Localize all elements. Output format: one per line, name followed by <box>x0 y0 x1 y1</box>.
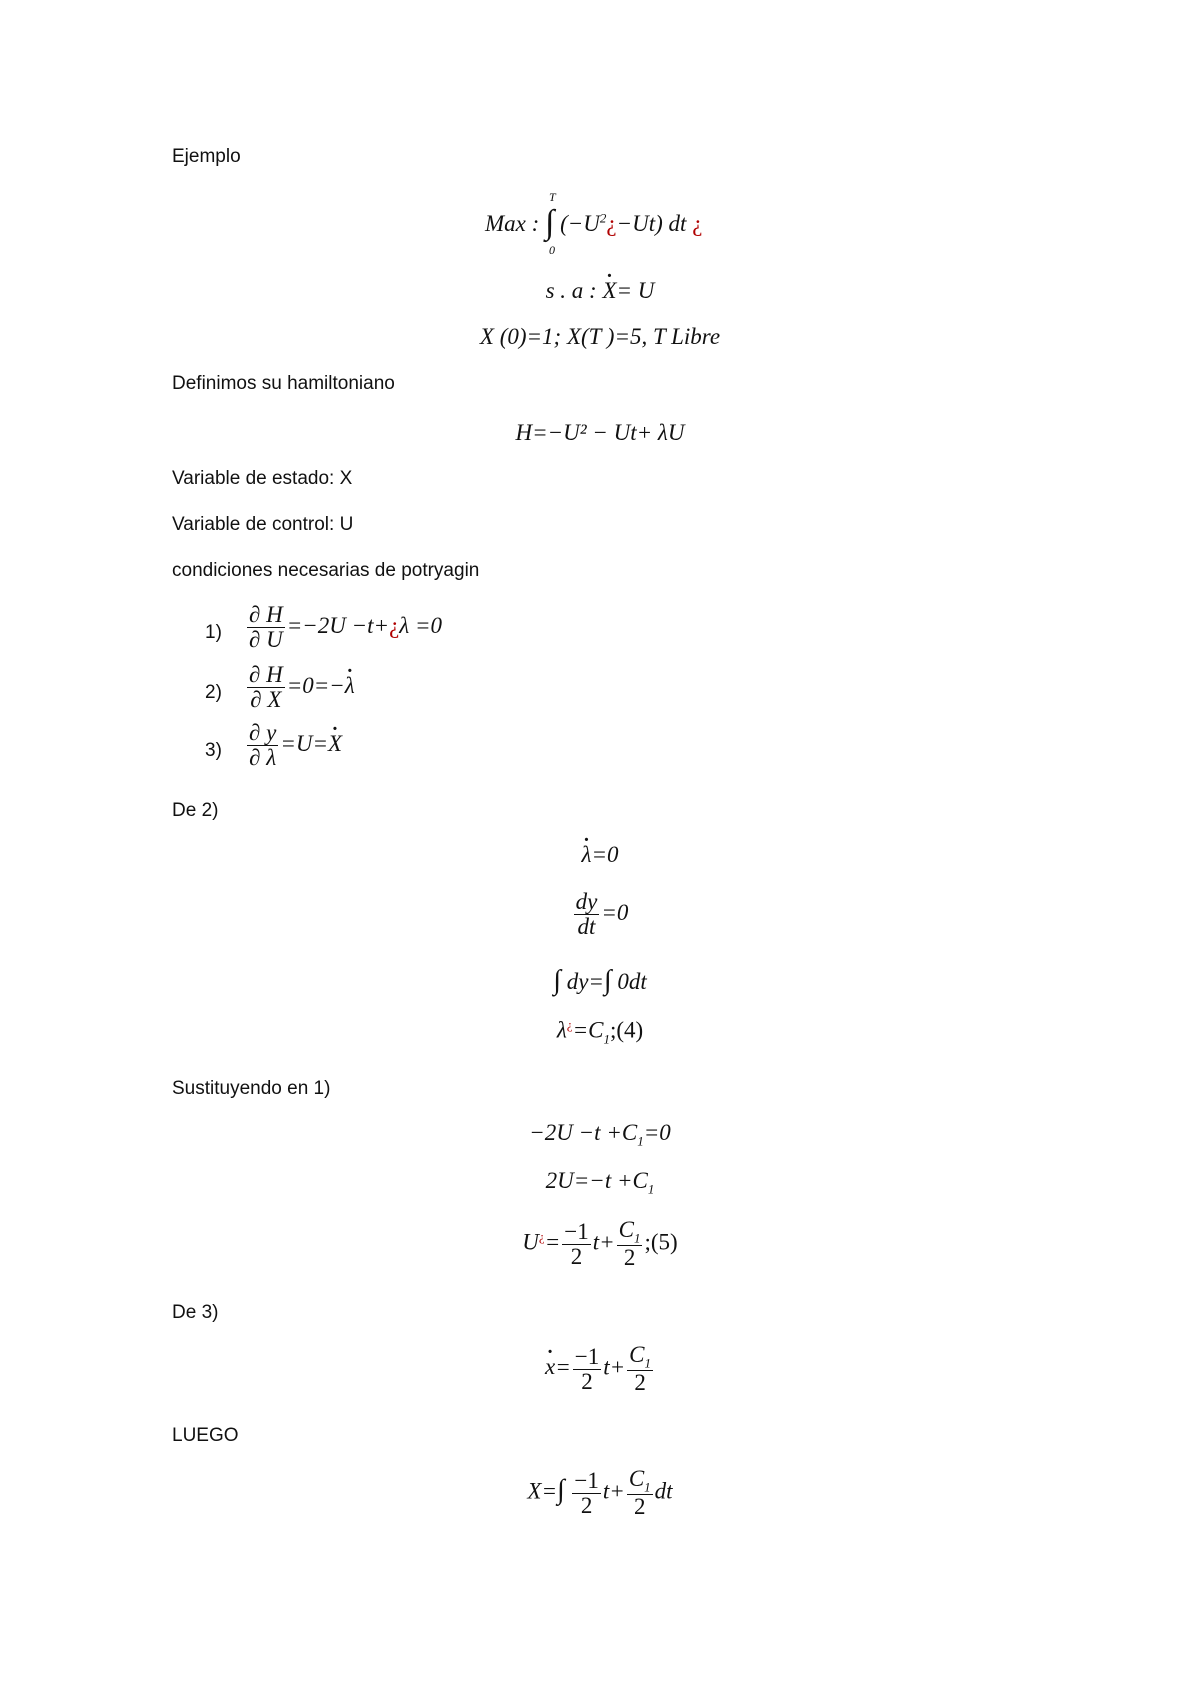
dH-dU-fraction: $\frac{\partial H}{\partial U}$ <box>249 602 283 653</box>
integral-eq-lhs: dy= <box>566 969 604 994</box>
x-dot-lhs: x · <box>545 1354 555 1380</box>
u-symbol: U <box>522 1229 539 1255</box>
x-equals: X= <box>527 1478 557 1504</box>
condition-1 <box>245 603 442 652</box>
minus-half-fraction-3: $\frac{-1}{2}$ <box>574 1467 599 1518</box>
constraint-rhs: = U <box>616 278 655 303</box>
dy-dt-fraction: $\frac{dy}{dt}$ <box>575 889 598 940</box>
condition-3-rhs: =U= <box>280 730 328 756</box>
substitution-equation-1 <box>0 1120 1200 1150</box>
sub2-body: 2U=−t +C <box>545 1168 648 1193</box>
dy-dlambda-fraction: $\frac{\partial y}{\partial \lambda}$ <box>249 720 277 771</box>
lambda-c1-rhs: =C <box>572 1017 604 1043</box>
minus-half-fraction-2: $\frac{-1}{2}$ <box>574 1343 600 1394</box>
sub2-sub: 1 <box>647 1181 655 1197</box>
list-number-1: 1) <box>205 622 222 643</box>
integral-lower-limit: 0 <box>549 243 555 257</box>
heading-ejemplo: Ejemplo <box>172 146 241 167</box>
integral-upper-limit: T <box>549 190 556 204</box>
boundary-conditions: X (0)=1; X(T )=5, T Libre <box>479 324 721 349</box>
lambda-dot-2: λ · <box>582 842 592 868</box>
lambda-c1-equation <box>0 1017 1200 1047</box>
dydt-rhs: =0 <box>601 899 629 925</box>
text-definimos: Definimos su hamiltoniano <box>172 373 395 394</box>
x-dot-solution-equation <box>0 1343 1200 1395</box>
condition-1-rhs-a: =−2U −t+ <box>286 612 390 638</box>
max-label: Max : <box>485 211 540 236</box>
integral-sign: ∫ <box>545 204 555 241</box>
condition-2 <box>245 663 355 712</box>
dydt-equation <box>0 890 1200 939</box>
t-plus-3: t+ <box>602 1478 625 1504</box>
u-equals: = <box>544 1229 561 1255</box>
lambda-dot-equation <box>0 842 1200 868</box>
integral-equation <box>0 965 1200 997</box>
lambda-symbol: λ <box>556 1017 567 1043</box>
text-luego: LUEGO <box>172 1425 239 1446</box>
lambda-marker: ¿ <box>566 1017 573 1032</box>
integral-sign-3: ∫ <box>603 965 612 996</box>
u-solution-equation <box>0 1218 1200 1270</box>
c1-half-fraction-3: $\frac{C_1}{2}$ <box>628 1466 651 1520</box>
text-de-3: De 3) <box>172 1302 219 1323</box>
condition-1-marker: ¿ <box>389 612 400 638</box>
objective-equation <box>485 202 702 240</box>
u-marker: ¿ <box>538 1228 545 1244</box>
x-dot-3: X · <box>328 731 342 757</box>
hamiltonian-equation: H=−U² − Ut+ λU <box>515 420 685 445</box>
equation-tag-5: ;(5) <box>644 1229 678 1255</box>
text-variable-control: Variable de control: U <box>172 514 354 535</box>
text-sustituyendo: Sustituyendo en 1) <box>172 1078 331 1099</box>
condition-1-rhs-b: λ =0 <box>399 612 443 638</box>
t-plus-2: t+ <box>603 1354 626 1380</box>
list-number-2: 2) <box>205 682 222 703</box>
constraint-equation <box>0 278 1200 304</box>
dH-dX-fraction: $\frac{\partial H}{\partial X}$ <box>249 662 283 713</box>
condition-3 <box>245 721 342 770</box>
integral-sign-2: ∫ <box>553 965 561 996</box>
integral-eq-rhs: 0dt <box>617 969 647 994</box>
sub1-sub: 1 <box>637 1133 644 1149</box>
sub1-lhs: −2U −t +C <box>529 1120 638 1145</box>
sub1-rhs: =0 <box>643 1120 671 1145</box>
t-plus: t+ <box>592 1229 615 1255</box>
text-condiciones: condiciones necesarias de potryagin <box>172 560 480 581</box>
objective-body-b: −Ut) dt <box>616 211 687 236</box>
x-integral-equation <box>0 1467 1200 1519</box>
list-number-3: 3) <box>205 740 222 761</box>
subject-to-label: s . a : <box>545 278 603 303</box>
c1-half-fraction-2: $\frac{C_1}{2}$ <box>629 1342 651 1396</box>
objective-body-a: (−U <box>560 211 600 236</box>
condition-2-rhs: =0=− <box>286 672 345 698</box>
text-variable-estado: Variable de estado: X <box>172 468 353 489</box>
text-de-2: De 2) <box>172 800 219 821</box>
substitution-equation-2 <box>0 1168 1200 1198</box>
lambda-dot: λ · <box>345 673 355 699</box>
dt-suffix: dt <box>654 1478 673 1504</box>
lambda-c1-sub: 1 <box>603 1031 610 1047</box>
xdot-equals: = <box>555 1354 571 1380</box>
lambda-dot-rhs: =0 <box>591 842 619 867</box>
c1-half-fraction: $\frac{C_1}{2}$ <box>618 1217 641 1271</box>
objective-marker-2: ¿ <box>692 211 703 236</box>
objective-exponent: 2 <box>599 210 607 226</box>
minus-half-fraction: $\frac{-1}{2}$ <box>564 1218 589 1269</box>
integral-sign-4: ∫ <box>557 1474 565 1506</box>
equation-tag-4: ;(4) <box>609 1017 644 1043</box>
x-dot: X · <box>602 278 616 304</box>
objective-marker-1: ¿ <box>606 211 617 236</box>
